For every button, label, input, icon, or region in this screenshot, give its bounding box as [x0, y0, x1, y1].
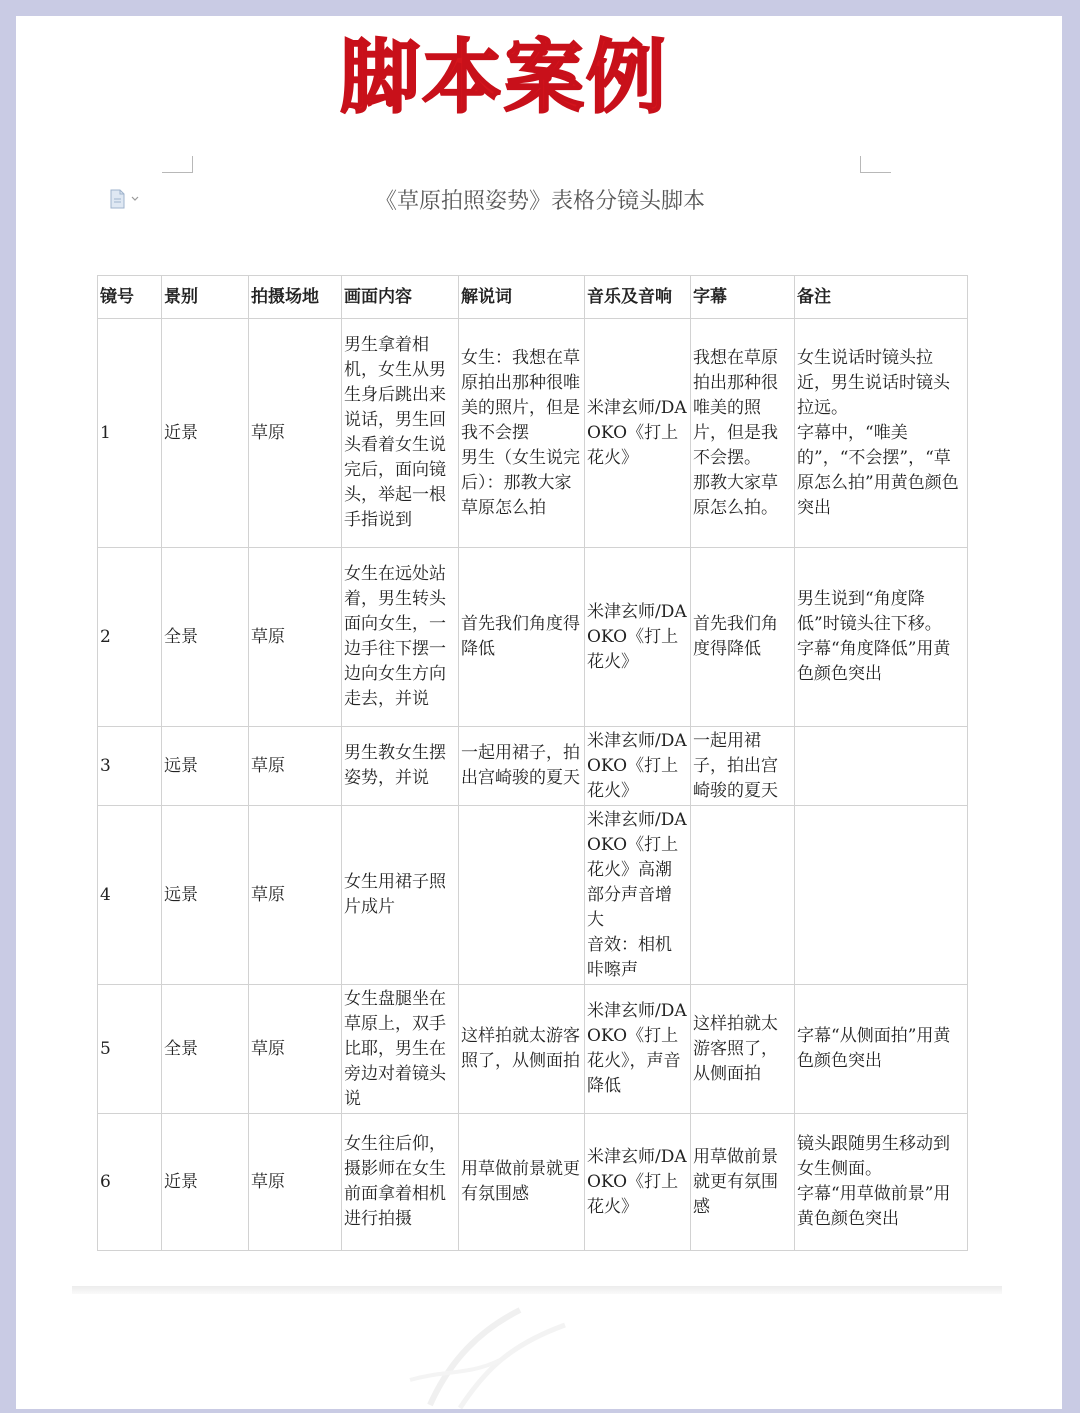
page-corner-mark-right: [860, 156, 891, 173]
cell-scene-content: 女生盘腿坐在草原上，双手比耶，男生在旁边对着镜头说: [342, 985, 459, 1114]
cell-subtitle: 首先我们角度得降低: [691, 548, 795, 727]
cell-notes: [795, 727, 968, 806]
cell-location: 草原: [249, 548, 342, 727]
table-header-row: [98, 276, 968, 319]
header-shot-number: 镜号: [98, 276, 162, 319]
cell-shot-number: 6: [98, 1114, 162, 1251]
cell-shot-size: 近景: [162, 1114, 249, 1251]
cell-narration: 一起用裙子，拍出宫崎骏的夏天: [459, 727, 585, 806]
table-row: [98, 1114, 968, 1251]
table-row: [98, 985, 968, 1114]
document-title: 《草原拍照姿势》表格分镜头脚本: [374, 189, 705, 214]
cell-notes: 女生说话时镜头拉近，男生说话时镜头拉远。 字幕中，“唯美的”，“不会摆”，“草原怎么拍”用黄色颜色突出: [795, 319, 968, 548]
cell-scene-content: 男生拿着相机，女生从男生身后跳出来说话，男生回头看着女生说完后，面向镜头，举起一根手指说到: [342, 319, 459, 548]
cell-shot-number: 4: [98, 806, 162, 985]
header-scene-content: 画面内容: [342, 276, 459, 319]
table-row: [98, 727, 968, 806]
cell-narration: 首先我们角度得降低: [459, 548, 585, 727]
table-row: [98, 319, 968, 548]
cell-location: 草原: [249, 727, 342, 806]
cell-shot-number: 2: [98, 548, 162, 727]
cell-subtitle: 我想在草原拍出那种很唯美的照片，但是我不会摆。 那教大家草原怎么拍。: [691, 319, 795, 548]
page-corner-mark-left: [162, 156, 193, 173]
cell-location: 草原: [249, 1114, 342, 1251]
cell-scene-content: 女生往后仰，摄影师在女生前面拿着相机进行拍摄: [342, 1114, 459, 1251]
cell-subtitle: 这样拍就太游客照了，从侧面拍: [691, 985, 795, 1114]
header-shot-size: 景别: [162, 276, 249, 319]
cell-shot-size: 全景: [162, 548, 249, 727]
header-narration: 解说词: [459, 276, 585, 319]
cell-shot-number: 5: [98, 985, 162, 1114]
cell-subtitle: [691, 806, 795, 985]
cell-notes: 字幕“从侧面拍”用黄色颜色突出: [795, 985, 968, 1114]
cell-scene-content: 男生教女生摆姿势，并说: [342, 727, 459, 806]
cell-notes: [795, 806, 968, 985]
faint-brush-decoration: [390, 1300, 590, 1409]
headline: 脚本案例: [340, 31, 668, 124]
cell-shot-size: 远景: [162, 727, 249, 806]
cell-location: 草原: [249, 985, 342, 1114]
cell-narration: 女生：我想在草原拍出那种很唯美的照片，但是我不会摆 男生（女生说完后）：那教大家草原怎么拍: [459, 319, 585, 548]
cell-location: 草原: [249, 806, 342, 985]
cell-music-sound: 米津玄师/DAOKO《打上花火》高潮部分声音增大 音效：相机咔嚓声: [585, 806, 691, 985]
cell-shot-number: 1: [98, 319, 162, 548]
document-icon[interactable]: [108, 188, 142, 210]
cell-narration: 用草做前景就更有氛围感: [459, 1114, 585, 1251]
cell-subtitle: 用草做前景就更有氛围感: [691, 1114, 795, 1251]
header-music-sound: 音乐及音响: [585, 276, 691, 319]
header-subtitle: 字幕: [691, 276, 795, 319]
cell-music-sound: 米津玄师/DAOKO《打上花火》: [585, 727, 691, 806]
cell-music-sound: 米津玄师/DAOKO《打上花火》，声音降低: [585, 985, 691, 1114]
cell-narration: [459, 806, 585, 985]
cell-scene-content: 女生在远处站着，男生转头面向女生，一边手往下摆一边向女生方向走去，并说: [342, 548, 459, 727]
cell-music-sound: 米津玄师/DAOKO《打上花火》: [585, 1114, 691, 1251]
header-location: 拍摄场地: [249, 276, 342, 319]
cell-notes: 男生说到“角度降低”时镜头往下移。 字幕“角度降低”用黄色颜色突出: [795, 548, 968, 727]
cell-location: 草原: [249, 319, 342, 548]
cell-music-sound: 米津玄师/DAOKO《打上花火》: [585, 319, 691, 548]
table-row: [98, 548, 968, 727]
cell-narration: 这样拍就太游客照了，从侧面拍: [459, 985, 585, 1114]
header-notes: 备注: [795, 276, 968, 319]
cell-notes: 镜头跟随男生移动到女生侧面。 字幕“用草做前景”用黄色颜色突出: [795, 1114, 968, 1251]
table-row: [98, 806, 968, 985]
page-divider: [72, 1286, 1002, 1294]
storyboard-table: [97, 275, 968, 1251]
cell-shot-size: 全景: [162, 985, 249, 1114]
cell-shot-size: 远景: [162, 806, 249, 985]
cell-scene-content: 女生用裙子照片成片: [342, 806, 459, 985]
cell-shot-size: 近景: [162, 319, 249, 548]
cell-subtitle: 一起用裙子，拍出宫崎骏的夏天: [691, 727, 795, 806]
cell-music-sound: 米津玄师/DAOKO《打上花火》: [585, 548, 691, 727]
cell-shot-number: 3: [98, 727, 162, 806]
